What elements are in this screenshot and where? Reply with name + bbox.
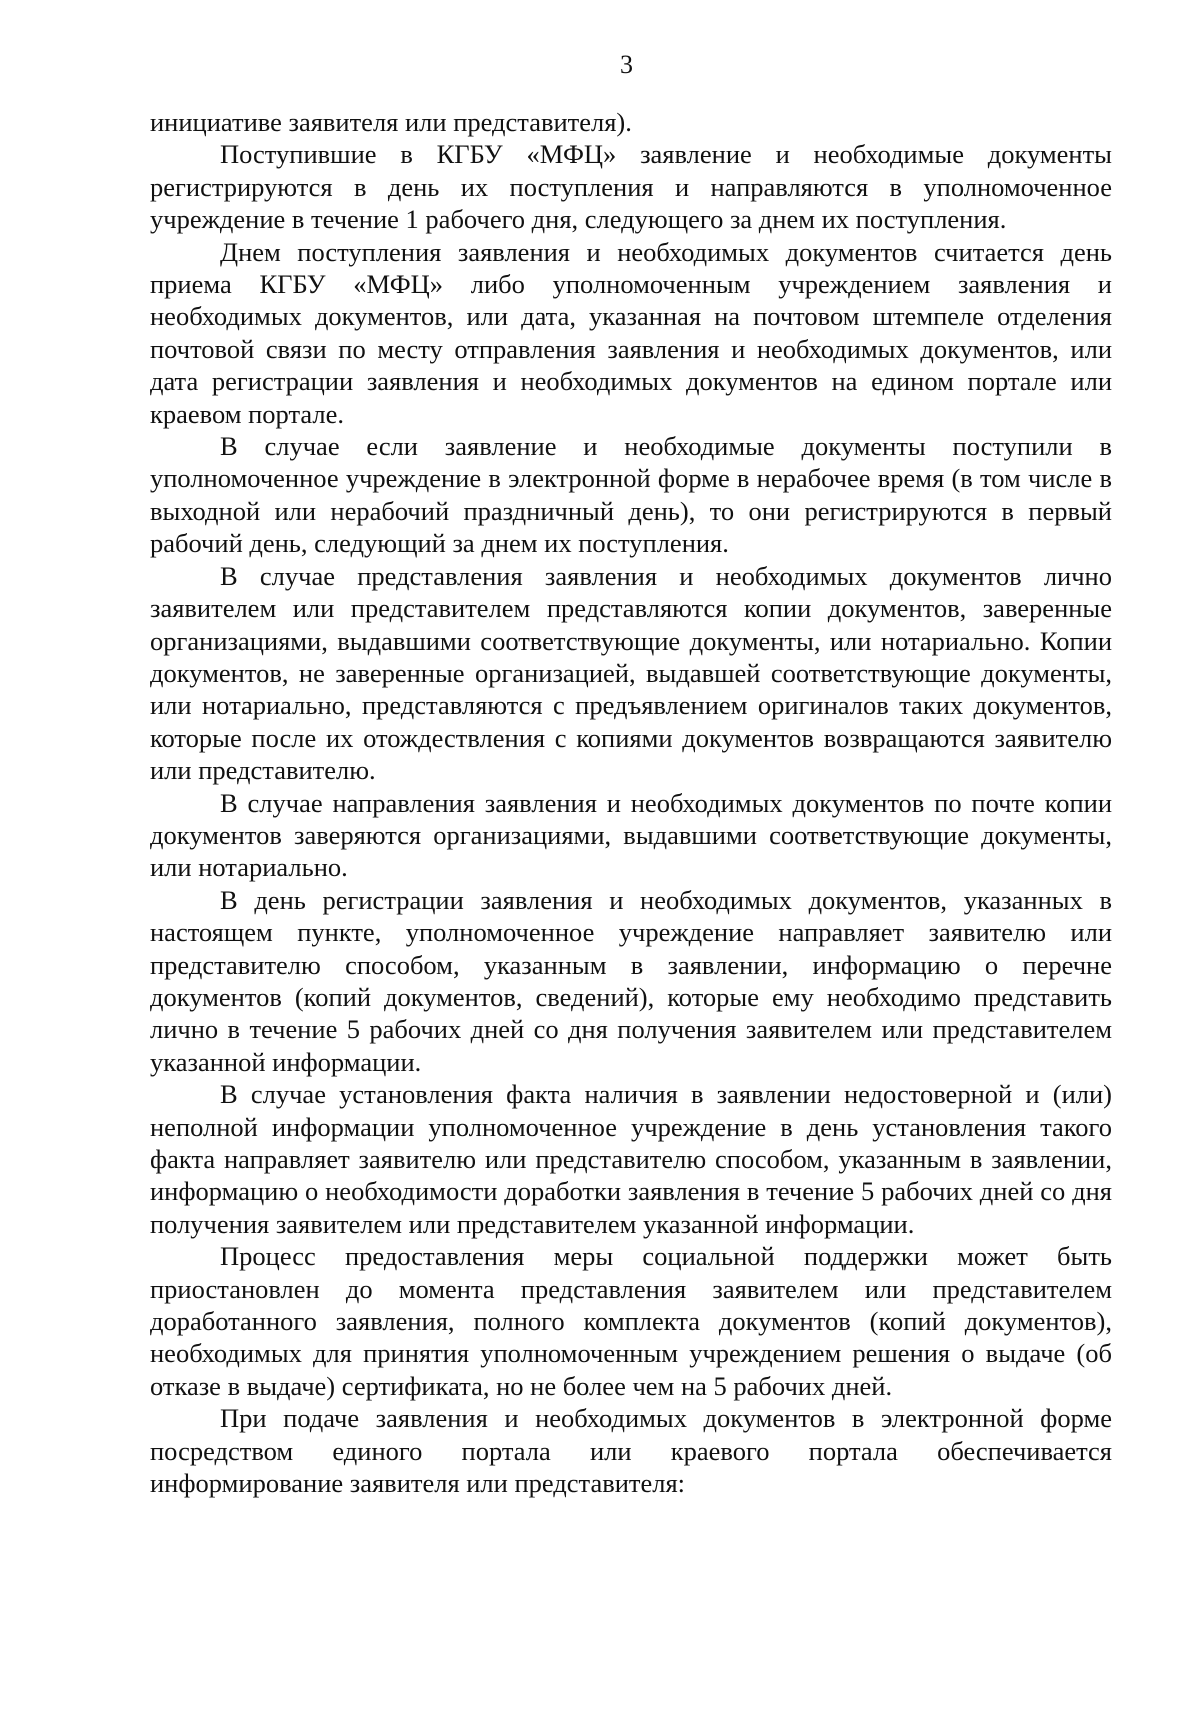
document-body — [150, 106, 1112, 1499]
paragraph-personal-submission: В случае представления заявления и необходимых документов лично заявителем или представителем представляются копии документов, заверенные организациями, выдавшими соответствующие документы, или нотариально. Копии документов, не заверенные организацией, выдавшей соответствующие документы, или нотариально, представляются с предъявлением оригиналов таких документов, которые после их отождествления с копиями документов возвращаются заявителю или представителю. — [150, 560, 1112, 786]
paragraph-continuation: инициативе заявителя или представителя). — [150, 107, 632, 137]
paragraph-electronic-portal: При подаче заявления и необходимых документов в электронной форме посредством единого портала или краевого портала обеспечивается информирование заявителя или представителя: — [150, 1403, 1112, 1499]
paragraph-suspension: Процесс предоставления меры социальной поддержки может быть приостановлен до момента представления заявителем или представителем доработанного заявления, полного комплекта документов (копий документов), необходимых для принятия уполномоченным учреждением решения о выдаче (об отказе в выдаче) сертификата, но не более чем на 5 рабочих дней. — [150, 1241, 1112, 1401]
paragraph-receipt-date: Днем поступления заявления и необходимых документов считается день приема КГБУ «МФЦ» либо уполномоченным учреждением заявления и необходимых документов, или дата, указанная на почтовом штемпеле отделения почтовой связи по месту отправления заявления и необходимых документов, или дата регистрации заявления и необходимых документов на едином портале или краевом портале. — [150, 236, 1112, 429]
page-number: 3 — [620, 50, 633, 79]
paragraph-mail-submission: В случае направления заявления и необходимых документов по почте копии документов заверяются организациями, выдавшими соответствующие документы, или нотариально. — [150, 787, 1112, 883]
paragraph-registration: Поступившие в КГБУ «МФЦ» заявление и необходимые документы регистрируются в день их поступления и направляются в уполномоченное учреждение в течение 1 рабочего дня, следующего за днем их поступления. — [150, 139, 1112, 235]
paragraph-incomplete-info: В случае установления факта наличия в заявлении недостоверной и (или) неполной информации уполномоченное учреждение в день установления такого факта направляет заявителю или представителю способом, указанным в заявлении, информацию о необходимости доработки заявления в течение 5 рабочих дней со дня получения заявителем или представителем указанной информации. — [150, 1079, 1112, 1239]
paragraph-registration-day: В день регистрации заявления и необходимых документов, указанных в настоящем пункте, уполномоченное учреждение направляет заявителю или представителю способом, указанным в заявлении, информацию о перечне документов (копий документов, сведений), которые ему необходимо представить лично в течение 5 рабочих дней со дня получения заявителем или представителем указанной информации. — [150, 884, 1112, 1077]
paragraph-electronic-nonworking: В случае если заявление и необходимые документы поступили в уполномоченное учреждение в электронной форме в нерабочее время (в том числе в выходной или нерабочий праздничный день), то они регистрируются в первый рабочий день, следующий за днем их поступления. — [150, 431, 1112, 559]
